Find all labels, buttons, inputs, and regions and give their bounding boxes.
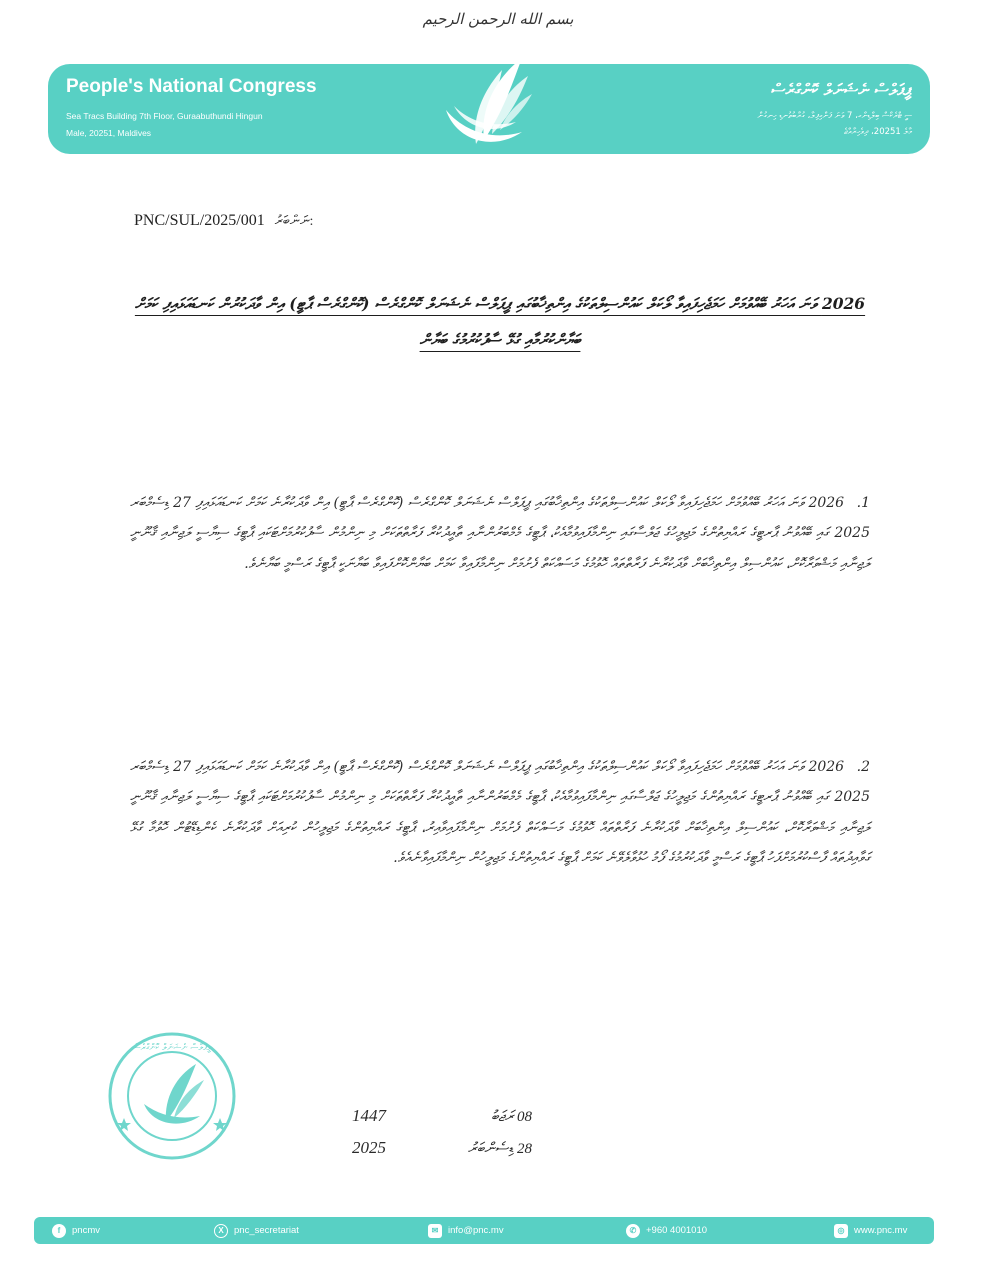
contact-footer [34,1217,934,1244]
date-hijri-year: 1447 [352,1106,386,1125]
address-dv-line-1: ސީ ޓްރެކްސް ބިލްޑިންގ، 7 ވަނަ ފަންގިފިލާ، ގުރާބުތުނޑި ހިނގުން [757,111,912,121]
date-hijri [352,1106,532,1126]
paragraph-text: 2026 ވަނަ އަހަރު ބޭއްވުމަށް ހަމަޖެހިފައިވާ ލޯކަލް ކައުންސިލްތަކުގެ އިންތިޚާބުގައި ޕީޕަލްސް ނެޝަނަލް ކޮންގްރެސް (ކޮންގްރެސް ޕާޓީ) އިން ވާދަކުރާނެ ކަމަށް ކަނޑައަޅައިފި 27 ޑިސެމްބަރ 2025 ގައި ބޭއްވުނު ޕާރޓީގެ ރައްޔިތުންގެ މަޖިލީހުގެ ޖަލްސާގައި ނިންމާފައިވުމާއެކު، ޕާޓީގެ މެމްބަރުންނާއި ތާއީދުކުރާ ފަރާތްތަކަށް މި ނިންމުން ސާފުކުރުމަށްޓަކައި ޕާޓީގެ ސިޔާސީ ލަޖިނާއި ޤާނޫނީ ލަޖިނާއި މަޝްވަރާކޮށް، ކައުންސިލް އިންތިޚާބަށް ވާދަކުރާނެ ފަރާތްތައް ހޮވުމުގެ މަސައްކަތް ފެށުމަށް ނިންމާފައިވާ ކަމަށް ބަޔާންކޮށްފައިވާ ބަޔާނަކީ ޕާޓީގެ ރަސްމީ ބަޔާނެވެ. [130,495,870,572]
footer-email[interactable] [428,1217,504,1244]
date-gregorian-day-month: 28 ޑިސެންބަރު [467,1141,532,1157]
reference-number-line [134,212,313,230]
address-dhivehi [757,108,912,140]
paragraph-number: 2. [856,759,870,775]
org-name-english: People's National Congress [66,76,317,97]
paragraph-number: 1. [856,495,870,511]
email-address: info@pnc.mv [448,1225,504,1236]
paragraph-1 [130,488,870,579]
date-hijri-day-month: 08 ރަޖަބު [491,1109,532,1125]
document-title [130,286,870,358]
bismillah-calligraphy: بسم الله الرحمن الرحيم [422,10,574,28]
footer-website[interactable] [834,1217,907,1244]
facebook-icon: f [52,1224,66,1238]
dove-logo-icon [426,48,546,170]
letterhead-banner [48,64,930,154]
date-gregorian [352,1138,532,1158]
footer-facebook[interactable] [52,1217,100,1244]
x-icon: X [214,1224,228,1238]
phone-number: +960 4001010 [646,1225,708,1236]
facebook-handle: pncmv [72,1225,100,1236]
org-name-dhivehi: ޕީޕަލްސް ނެޝަނަލް ކޮންގްރެސް [771,80,912,99]
address-line-2: Male, 20251, Maldives [66,128,152,138]
reference-number: PNC/SUL/2025/001 [134,212,265,229]
stamp-text: ޕީޕަލްސް ނެޝަނަލް ކޮންގްރެސް [132,1043,212,1053]
footer-phone[interactable] [626,1217,707,1244]
reference-label: ނަންބަރު: [274,214,314,229]
address-line-1: Sea Tracs Building 7th Floor, Guraabuthundi Hingun [66,111,263,121]
address-english [66,108,263,142]
footer-x[interactable] [214,1217,299,1244]
paragraph-text: 2026 ވަނަ އަހަރު ބޭއްވުމަށް ހަމަޖެހިފައިވާ ލޯކަލް ކައުންސިލްތަކުގެ އިންތިޚާބުގައި ޕީޕަލްސް ނެޝަނަލް ކޮންގްރެސް (ކޮންގްރެސް ޕާޓީ) އިން ވާދަކުރާނެ ކަމަށް ކަނޑައަޅައިފި 27 ޑިސެމްބަރ 2025 ގައި ބޭއްވުނު ޕާރޓީގެ ރައްޔިތުންގެ މަޖިލީހުގެ ޖަލްސާގައި ނިންމާފައިވުމާއެކު، ޕާޓީގެ މެމްބަރުންނާއި ތާއީދުކުރާ ފަރާތްތަކަށް މި ނިންމުން ސާފުކުރުމަށްޓަކައި ޕާޓީގެ ސިޔާސީ ލަޖިނާއި ޤާނޫނީ ލަޖިނާއި މަޝްވަރާކޮށް، ކައުންސިލް އިންތިޚާބަށް ވާދަކުރާނެ ފަރާތްތައް ހޮވުމުގެ މަސައްކަތް ފެށުމަށް ނިންމާފައިވާއިރު، ޕާޓީގެ ރައްޔިތުންގެ މަޖިލީހުން ކުރިއަށް ވާދަކުރާނެ ކެންޑިޑޭޓުން ހޮވުމާ ގުޅޭ ގަވާއިދުތައް ފާސްކުރުމަށްފަހު ޕާޓީގެ ރަސްމީ ވާދަކުރުމުގެ ފޯމު ހުޅުވާލެވޭނެ ކަމަށް ޕާޓީގެ ރައްޔިތުންގެ މަޖިލީހުން ނިންމާފައިވާނެއެވެ. [130,759,870,866]
email-icon: ✉ [428,1224,442,1238]
party-seal-stamp [106,1030,238,1162]
address-dv-line-2: މާލެ 20251، ދިވެހިރާއްޖެ [843,127,912,137]
paragraph-2 [130,752,870,873]
date-gregorian-year: 2025 [352,1138,386,1157]
phone-icon: ✆ [626,1224,640,1238]
globe-icon: ◎ [834,1224,848,1238]
document-title-text: 2026 ވަނަ އަހަރު ބޭއްވުމަށް ހަމަޖެހިފައިވާ ލޯކަލް ކައުންސިލްތަކުގެ އިންތިޚާބުގައި ޕީޕަލްސް ނެޝަނަލް ކޮންގްރެސް (ކޮންގްރެސް ޕާޓީ) އިން ވާދަކުރުން ކަނޑައަޅައިފި ކަމަށް ބަޔާންކުރުމާއި ގުޅޭ ސާފުކުރުމުގެ ބަޔާން [134,294,866,349]
x-handle: pnc_secretariat [234,1225,299,1236]
website-url: www.pnc.mv [854,1225,908,1236]
